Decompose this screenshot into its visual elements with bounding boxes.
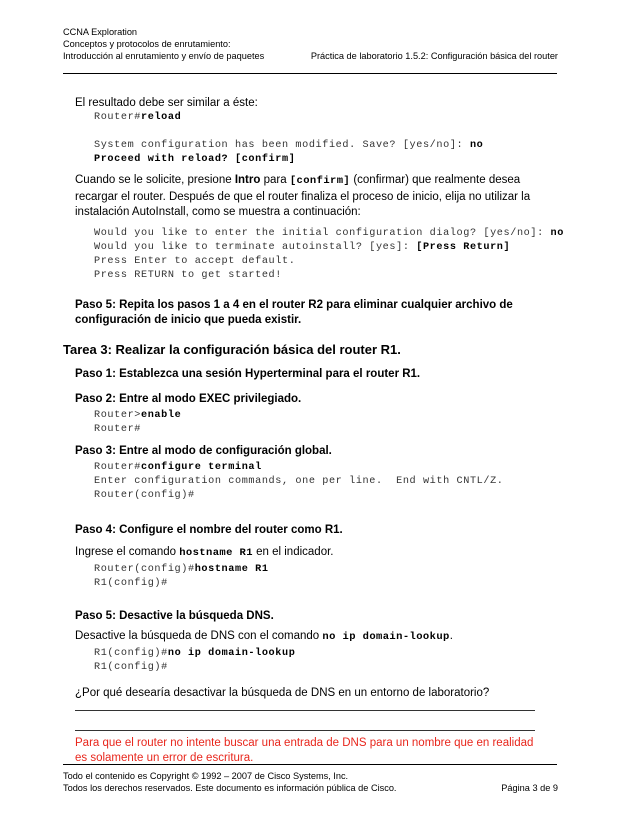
code-block-hostname: Router(config)#hostname R1 R1(config)# (94, 564, 269, 589)
reload-instructions: Cuando se le solicite, presione Intro para [confirm] (confirmar) que realmente desea recargar el router. Después de que el router finaliza el proceso de inicio, elija no utilizar la instalación AutoInstall, como se muestra a continuación: (75, 174, 531, 218)
task3-heading: Tarea 3: Realizar la configuración básica del router R1. (63, 342, 401, 357)
page-footer (63, 770, 558, 794)
answer-line-2 (75, 730, 535, 731)
answer-line-1 (75, 710, 535, 711)
dns-question: ¿Por qué desearía desactivar la búsqueda de DNS en un entorno de laboratorio? (75, 687, 490, 699)
step5-repeat-heading: Paso 5: Repita los pasos 1 a 4 en el router R2 para eliminar cualquier archivo de configuración de inicio que pueda existir. (75, 299, 513, 326)
code-block-domain-lookup: R1(config)#no ip domain-lookup R1(config)# (94, 648, 296, 673)
step3-heading: Paso 3: Entre al modo de configuración global. (75, 445, 332, 457)
footer-divider (63, 764, 557, 765)
code-block-enable: Router>enable Router# (94, 410, 182, 435)
header-module: Conceptos y protocolos de enrutamiento: (63, 39, 231, 49)
step5-dns-instructions: Desactive la búsqueda de DNS con el comando no ip domain-lookup. (75, 630, 453, 643)
header-lab-title: Práctica de laboratorio 1.5.2: Configuración básica del router (310, 51, 558, 61)
code-block-autoinstall: Would you like to enter the initial configuration dialog? [yes/no]: no Would you like to terminate autoinstall? [yes]: [Press Return] Press Enter to accept default. Press RETURN to get started! (94, 228, 564, 281)
step2-heading: Paso 2: Entre al modo EXEC privilegiado. (75, 393, 302, 405)
footer-copyright: Todo el contenido es Copyright © 1992 – 2007 de Cisco Systems, Inc. (63, 771, 349, 781)
step1-heading: Paso 1: Establezca una sesión Hyperterminal para el router R1. (75, 368, 421, 380)
code-block-reload: Router#reload System configuration has been modified. Save? [yes/no]: no Proceed with reload? [confirm] (94, 112, 484, 165)
header-chapter: Introducción al enrutamiento y envío de paquetes (63, 51, 265, 61)
intro-text: El resultado debe ser similar a éste: (75, 97, 258, 109)
header-divider (63, 73, 557, 74)
footer-rights: Todos los derechos reservados. Este documento es información pública de Cisco. (63, 783, 397, 793)
page-number: Página 3 de 9 (501, 783, 558, 793)
page-header (63, 26, 558, 62)
step4-instructions: Ingrese el comando hostname R1 en el indicador. (75, 546, 334, 559)
code-block-configure: Router#configure terminal Enter configuration commands, one per line. End with CNTL/Z. Router(config)# (94, 462, 504, 501)
step5-dns-heading: Paso 5: Desactive la búsqueda DNS. (75, 610, 274, 622)
step4-heading: Paso 4: Configure el nombre del router como R1. (75, 524, 343, 536)
header-course: CCNA Exploration (63, 27, 138, 37)
answer-text: Para que el router no intente buscar una entrada de DNS para un nombre que en realidad es solamente un error de escritura. (75, 737, 534, 764)
